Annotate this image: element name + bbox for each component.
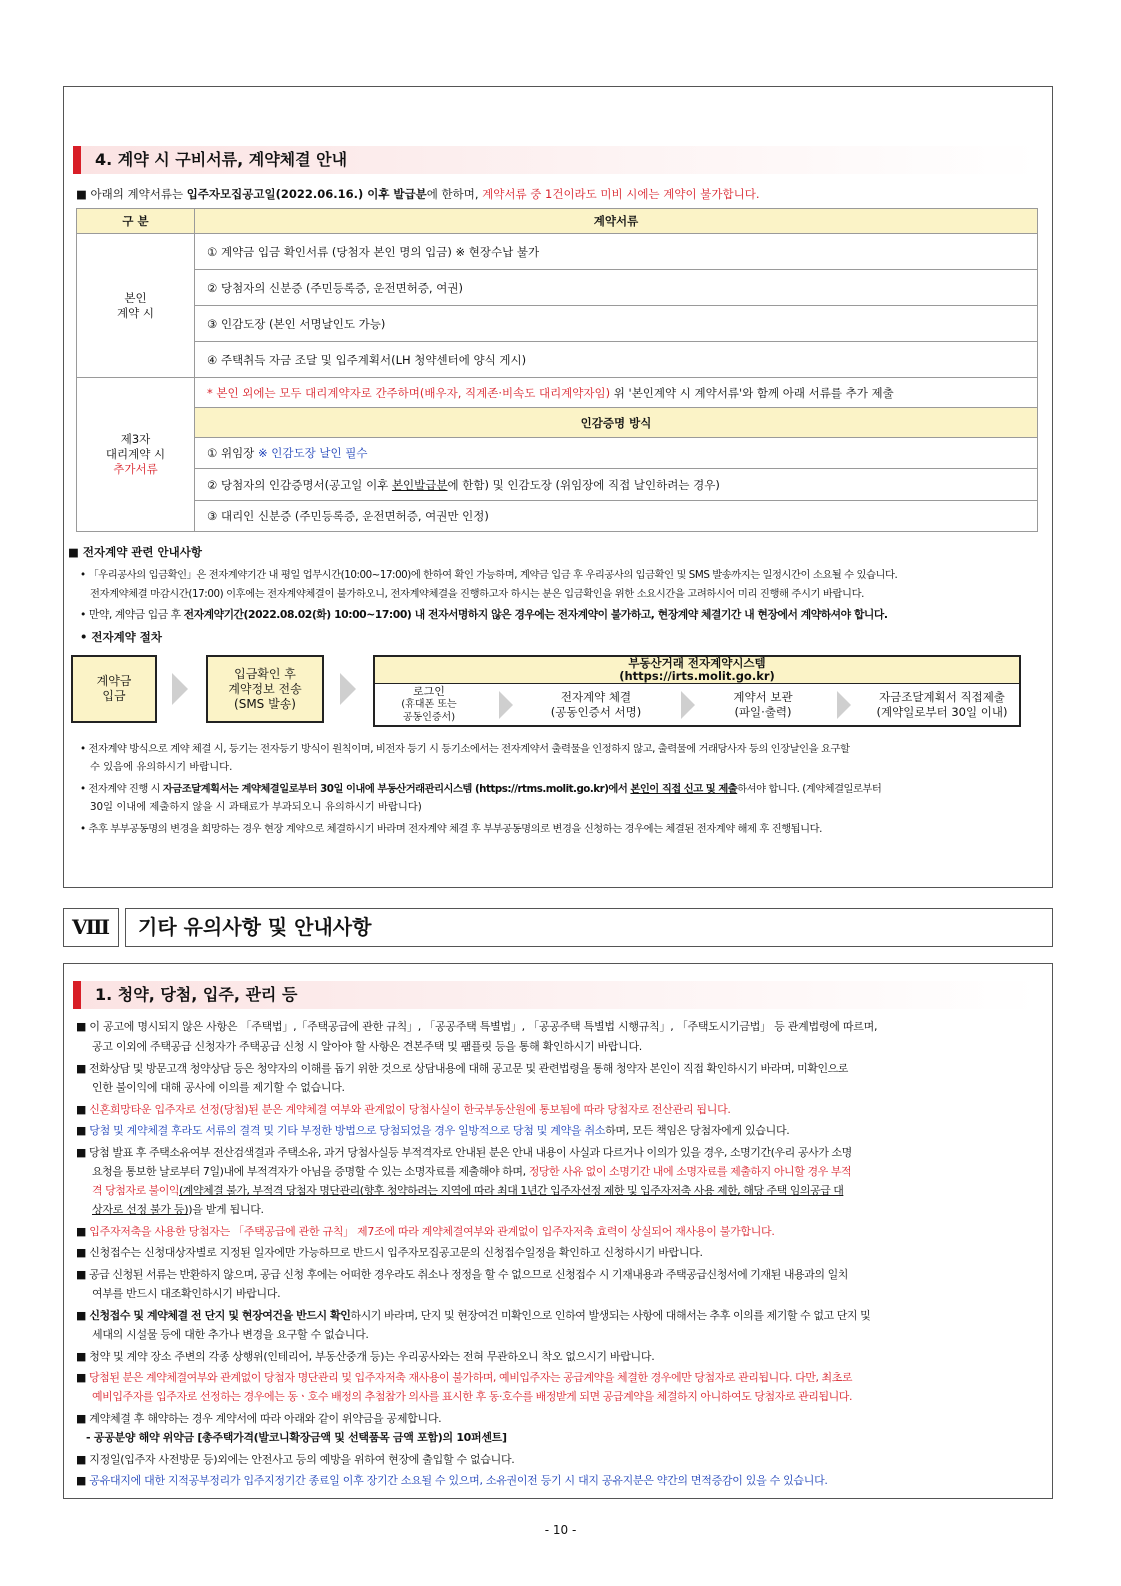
notice-item: ■ 신혼희망타운 입주자로 선정(당첨)된 분은 계약체결 여부와 관계없이 당첨사실이 한국부동산원에 통보됨에 따라 당첨자로 전산관리 됩니다.: [76, 1103, 731, 1116]
notice-item: ■ 입주자저축을 사용한 당첨자는 「주택공급에 관한 규칙」 제7조에 따라 계약체결여부와 관계없이 입주자저축 효력이 상실되어 재사용이 불가합니다.: [76, 1225, 775, 1238]
notice-item-cont: 요청을 통보한 날로부터 7일)내에 부적격자가 아님을 증명할 수 있는 소명자료를 제출해야 하며, 정당한 사유 없이 소명기간 내에 소명자료를 제출하지 아니할 경우 부적: [92, 1165, 852, 1178]
e-contract-bullet-5: • 전자계약 진행 시 자금조달계획서는 계약체결일로부터 30일 이내에 부동산거래관리시스템 (https://rtms.molit.go.kr)에서 본인이 직접 신고 및 제출하셔야 합니다. (계약체결일로부터: [80, 783, 882, 795]
notice-item: ■ 지정일(입주자 사전방문 등)외에는 안전사고 등의 예방을 위하여 현장에 출입할 수 없습니다.: [76, 1453, 515, 1466]
notice-item-cont: 인한 불이익에 대해 공사에 이의를 제기할 수 없습니다.: [92, 1081, 345, 1094]
self-doc-row: ② 당첨자의 신분증 (주민등록증, 운전면허증, 여권): [195, 270, 1038, 306]
e-contract-bullet-1-cont: 전자계약체결 마감시간(17:00) 이후에는 전자계약체결이 불가하오니, 전자계약체결을 진행하고자 하시는 분은 입금확인을 위한 소요시간을 고려하시어 미리 진행해 주시기 바랍니다.: [90, 588, 864, 600]
e-contract-bullet-4-cont: 수 있음에 유의하시기 바랍니다.: [90, 761, 233, 773]
chapter-number-box: [63, 908, 119, 947]
e-contract-bullet-1: • 「우리공사의 입금확인」은 전자계약기간 내 평일 업무시간(10:00~17:00)에 한하여 확인 가능하며, 계약금 입금 후 우리공사의 입금확인 및 SMS 발송까지는 일정시간이 소요될 수 있습니다.: [80, 569, 898, 581]
notice-item: ■ 당첨 발표 후 주택소유여부 전산검색결과 주택소유, 과거 당첨사실등 부적격자로 안내된 분은 안내 내용이 사실과 다르거나 이의가 있을 경우, 소명기간(우리 공사가 소명: [76, 1146, 852, 1159]
e-contract-bullet-4: • 전자계약 방식으로 계약 체결 시, 등기는 전자등기 방식이 원칙이며, 비전자 등기 시 등기소에서는 전자계약서 출력물을 인정하지 않고, 출력물에 거래당사자 등의 인장날인을 요구할: [80, 743, 850, 755]
notice-item-cont: 상자로 선정 불가 등))을 받게 됩니다.: [92, 1203, 264, 1216]
section-8-1-title: 1. 청약, 당첨, 입주, 관리 등: [73, 981, 1039, 1009]
flow-arrow-icon: [837, 691, 851, 719]
notice-item-cont: 세대의 시설물 등에 대한 추가나 변경을 요구할 수 없습니다.: [92, 1328, 369, 1341]
notice-item: ■ 신청접수는 신청대상자별로 지정된 일자에만 가능하므로 반드시 입주자모집공고문의 신청접수일정을 확인하고 신청하시기 바랍니다.: [76, 1246, 703, 1259]
notice-item: ■ 청약 및 계약 장소 주변의 각종 상행위(인테리어, 부동산중개 등)는 우리공사와는 전혀 무관하오니 착오 없으시기 바랍니다.: [76, 1350, 655, 1363]
e-contract-process-title: • 전자계약 절차: [80, 630, 163, 644]
chapter-title: 기타 유의사항 및 안내사항: [138, 915, 372, 939]
flow-system-title: 부동산거래 전자계약시스템 (https://irts.molit.go.kr): [375, 657, 1019, 684]
flow-step-deposit: 계약금 입금: [71, 655, 157, 723]
notice-item: ■ 공유대지에 대한 지적공부정리가 입주지정기간 종료일 이후 장기간 소요될 수 있으며, 소유권이전 등기 시 대지 공유지분은 약간의 면적증감이 있을 수 있습니다.: [76, 1474, 828, 1487]
section-4-intro: ■ 아래의 계약서류는 입주자모집공고일(2022.06.16.) 이후 발급분에 한하며, 계약서류 중 1건이라도 미비 시에는 계약이 불가합니다.: [76, 187, 760, 201]
proxy-doc-row: ③ 대리인 신분증 (주민등록증, 운전면허증, 여권만 인정): [195, 501, 1038, 532]
table-header-documents: 계약서류: [195, 209, 1038, 234]
flow-arrow-icon: [340, 673, 356, 705]
self-doc-row: ① 계약금 입금 확인서류 (당첨자 본인 명의 입금) ※ 현장수납 불가: [195, 234, 1038, 270]
flow-system-store: 계약서 보관 (파일·출력): [733, 690, 793, 719]
notice-item-cont: 여부를 반드시 대조확인하시기 바랍니다.: [92, 1287, 281, 1300]
page-number: - 10 -: [544, 1523, 577, 1537]
notice-item-cont: 공고 이외에 주택공급 신청자가 주택공급 신청 시 알아야 할 사항은 견본주택 및 팸플릿 등을 통해 확인하시기 바랍니다.: [92, 1040, 642, 1053]
self-doc-row: ④ 주택취득 자금 조달 및 입주계획서(LH 청약센터에 양식 게시): [195, 342, 1038, 378]
notice-item: ■ 전화상담 및 방문고객 청약상담 등은 청약자의 이해를 돕기 위한 것으로 상담내용에 대해 공고문 및 관련법령을 통해 청약자 본인이 직접 확인하시기 바라며, 미확인으로: [76, 1062, 848, 1075]
table-header-category: 구 분: [77, 209, 195, 234]
e-contract-bullet-6: • 추후 부부공동명의 변경을 희망하는 경우 현장 계약으로 체결하시기 바라며 전자계약 체결 후 부부공동명의로 변경을 신청하는 경우에는 체결된 전자계약 해제 후 진행됩니다.: [80, 823, 822, 835]
chapter-number: Ⅷ: [72, 915, 110, 939]
notice-item-cont: 예비입주자를 입주자로 선정하는 경우에는 동ㆍ호수 배정의 추첨참가 의사를 표시한 후 동·호수를 배정받게 되면 공급계약을 체결하지 아니하여도 당첨자로 관리됩니다.: [92, 1390, 853, 1403]
proxy-note: * 본인 외에는 모두 대리계약자로 간주하며(배우자, 직계존·비속도 대리계약자임) 위 '본인계약 시 계약서류'와 함께 아래 서류를 추가 제출: [195, 378, 1038, 408]
section-4-title: 4. 계약 시 구비서류, 계약체결 안내: [73, 146, 1039, 174]
notice-item: ■ 신청접수 및 계약체결 전 단지 및 현장여건을 반드시 확인하시기 바라며, 단지 및 현장여건 미확인으로 인하여 발생되는 사항에 대해서는 추후 이의를 제기할 수 없고 단지 및: [76, 1309, 871, 1322]
notice-item: ■ 공급 신청된 서류는 반환하지 않으며, 공급 신청 후에는 어떠한 경우라도 취소나 정정을 할 수 없으므로 신청접수 시 기재내용과 주택공급신청서에 기재된 내용과의 일치: [76, 1268, 848, 1281]
flow-arrow-icon: [681, 691, 695, 719]
flow-arrow-icon: [499, 691, 513, 719]
e-contract-bullet-5-cont: 30일 이내에 제출하지 않을 시 과태료가 부과되오니 유의하시기 바랍니다): [90, 801, 422, 813]
notice-item: ■ 계약체결 후 해약하는 경우 계약서에 따라 아래와 같이 위약금을 공제합니다.: [76, 1412, 442, 1425]
flow-system-login: 로그인 (휴대폰 또는 공동인증서): [401, 685, 457, 723]
proxy-method-header: 인감증명 방식: [195, 408, 1038, 438]
flow-arrow-icon: [172, 673, 188, 705]
flow-step-confirm: 입금확인 후 계약정보 전송 (SMS 발송): [206, 655, 324, 723]
e-contract-bullet-2: • 만약, 계약금 입금 후 전자계약기간(2022.08.02(화) 10:00~17:00) 내 전자서명하지 않은 경우에는 전자계약이 불가하고, 현장계약 체결기간 내 현장에서 계약하셔야 합니다.: [80, 608, 888, 621]
notice-item: ■ 당첨된 분은 계약체결여부와 관계없이 당첨자 명단관리 및 입주자저축 재사용이 불가하며, 예비입주자는 공급계약을 체결한 경우에만 당첨자로 관리됩니다. 다만, 최초로: [76, 1371, 853, 1384]
proxy-doc-row: ① 위임장 ※ 인감도장 날인 필수: [195, 438, 1038, 469]
flow-system-submit: 자금조달계획서 직접제출 (계약일로부터 30일 이내): [876, 690, 1008, 719]
notice-item-sub: - 공공분양 해약 위약금 [총주택가격(발코니확장금액 및 선택품목 금액 포함)의 10퍼센트]: [86, 1431, 507, 1444]
notice-item: ■ 당첨 및 계약체결 후라도 서류의 결격 및 기타 부정한 방법으로 당첨되었을 경우 일방적으로 당첨 및 계약을 취소하며, 모든 책임은 당첨자에게 있습니다.: [76, 1124, 790, 1137]
notice-item-cont: 격 당첨자로 불이익(계약체결 불가, 부적격 당첨자 명단관리(향후 청약하려는 지역에 따라 최대 1년간 입주자선정 제한 및 입주자저축 사용 제한, 해당 주택 임의공급 대: [92, 1184, 844, 1197]
flow-system-box: [373, 655, 1021, 727]
e-contract-title: ■ 전자계약 관련 안내사항: [68, 545, 202, 559]
proxy-contract-category: 제3자 대리계약 시 추가서류: [77, 378, 195, 532]
contract-documents-table: [76, 208, 1038, 532]
proxy-doc-row: ② 당첨자의 인감증명서(공고일 이후 본인발급분에 한함) 및 인감도장 (위임장에 직접 날인하려는 경우): [195, 469, 1038, 501]
flow-system-sign: 전자계약 체결 (공동인증서 서명): [550, 690, 642, 719]
self-doc-row: ③ 인감도장 (본인 서명날인도 가능): [195, 306, 1038, 342]
chapter-title-box: [125, 908, 1053, 947]
notice-item: ■ 이 공고에 명시되지 않은 사항은 「주택법」,「주택공급에 관한 규칙」, 「공공주택 특별법」, 「공공주택 특별법 시행규칙」, 「주택도시기금법」 등 관계법령에 따르며,: [76, 1020, 878, 1033]
self-contract-category: 본인 계약 시: [77, 234, 195, 378]
